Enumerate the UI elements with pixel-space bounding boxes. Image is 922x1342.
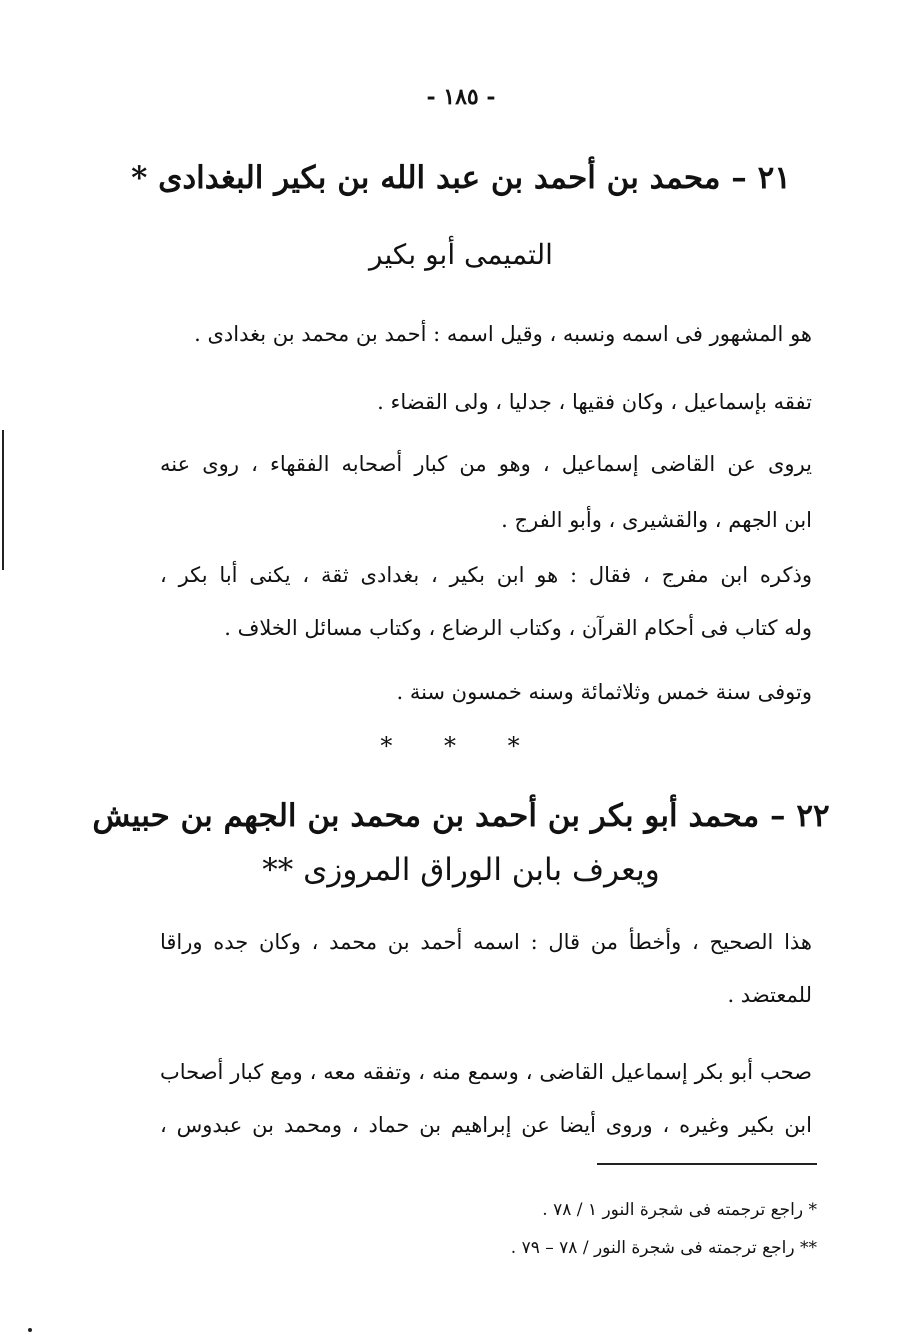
entry-21-subheading: التميمى أبو بكير	[369, 238, 553, 271]
footnote-divider	[597, 1163, 817, 1165]
scan-edge-mark	[2, 430, 4, 570]
footnote-2: ** راجع ترجمته فى شجرة النور / ٧٨ – ٧٩ .	[510, 1238, 817, 1258]
entry-21-paragraph-3-line-1: يروى عن القاضى إسماعيل ، وهو من كبار أصحابه الفقهاء ، روى عنه	[160, 452, 812, 476]
entry-21-paragraph-2-line-1: تفقه بإسماعيل ، وكان فقيها ، جدليا ، ولى القضاء .	[377, 390, 812, 414]
footnote-1: * راجع ترجمته فى شجرة النور ١ / ٧٨ .	[542, 1200, 817, 1220]
entry-22-paragraph-1-line-1: هذا الصحيح ، وأخطأ من قال : اسمه أحمد بن محمد ، وكان جده وراقا	[160, 930, 812, 954]
entry-21-paragraph-4-line-2: وله كتاب فى أحكام القرآن ، وكتاب الرضاع ، وكتاب مسائل الخلاف .	[224, 616, 812, 640]
entry-22-paragraph-2-line-2: ابن بكير وغيره ، وروى أيضا عن إبراهيم بن حماد ، ومحمد بن عبدوس ،	[160, 1113, 812, 1137]
scan-dot-mark	[28, 1328, 32, 1332]
entry-22-paragraph-1-line-2: للمعتضد .	[727, 983, 812, 1007]
entry-21-paragraph-5-line-1: وتوفى سنة خمس وثلاثمائة وسنه خمسون سنة .	[396, 680, 812, 704]
entry-22-heading-line-1: ٢٢ – محمد أبو بكر بن أحمد بن محمد بن الجهم بن حبيش	[92, 798, 830, 834]
entry-21-heading: ٢١ – محمد بن أحمد بن عبد الله بن بكير البغدادى *	[131, 160, 791, 196]
entry-22-heading-line-2: ويعرف بابن الوراق المروزى **	[262, 852, 660, 888]
entry-21-paragraph-3-line-2: ابن الجهم ، والقشيرى ، وأبو الفرج .	[501, 508, 812, 532]
section-separator: * * *	[380, 732, 542, 760]
entry-22-paragraph-2-line-1: صحب أبو بكر إسماعيل القاضى ، وسمع منه ، وتفقه معه ، ومع كبار أصحاب	[160, 1060, 812, 1084]
entry-21-paragraph-1-line-1: هو المشهور فى اسمه ونسبه ، وقيل اسمه : أحمد بن محمد بن بغدادى .	[194, 322, 812, 346]
entry-21-paragraph-4-line-1: وذكره ابن مفرج ، فقال : هو ابن بكير ، بغدادى ثقة ، يكنى أبا بكر ،	[160, 563, 812, 587]
page-number: - ١٨٥ -	[426, 84, 496, 110]
